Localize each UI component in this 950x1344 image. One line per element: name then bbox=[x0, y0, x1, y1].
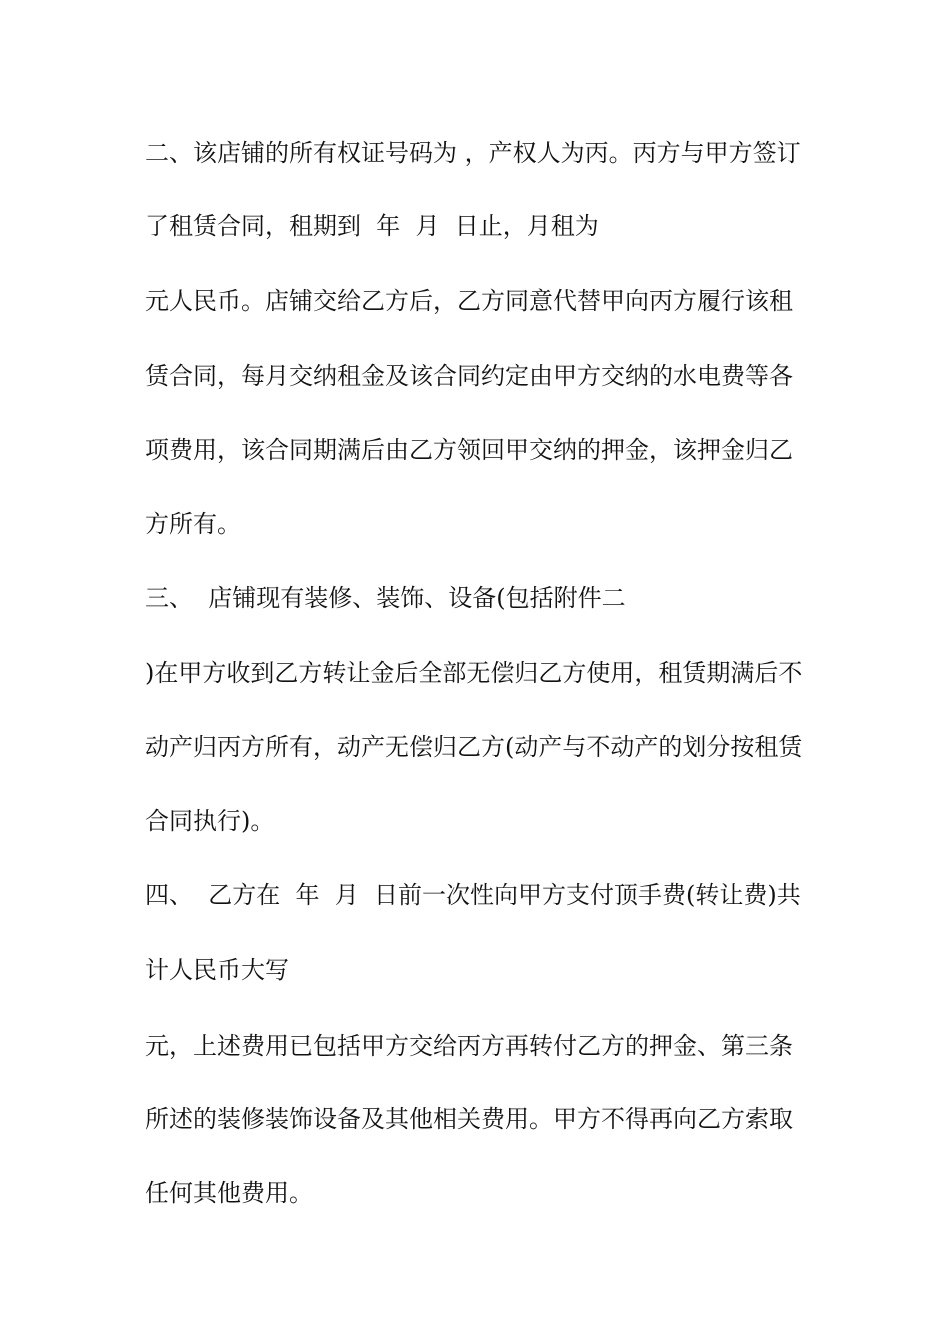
text-line: 四、 乙方在 年 月 日前一次性向甲方支付顶手费(转让费)共 bbox=[145, 881, 801, 909]
text-line: 元人民币。店铺交给乙方后，乙方同意代替甲向丙方履行该租 bbox=[145, 287, 793, 315]
text-line: 计人民币大写 bbox=[145, 956, 289, 984]
text-line: 合同执行)。 bbox=[145, 807, 275, 835]
text-line: 了租赁合同，租期到 年 月 日止，月租为 bbox=[145, 212, 599, 240]
text-line: 项费用，该合同期满后由乙方领回甲交纳的押金，该押金归乙 bbox=[145, 436, 793, 464]
text-line: 二、该店铺的所有权证号码为 ，产权人为丙。丙方与甲方签订 bbox=[145, 139, 801, 167]
text-line: 方所有。 bbox=[145, 510, 241, 538]
text-line: 三、 店铺现有装修、装饰、设备(包括附件二 bbox=[145, 584, 626, 612]
text-line: )在甲方收到乙方转让金后全部无偿归乙方使用，租赁期满后不 bbox=[145, 659, 803, 687]
text-line: 元，上述费用已包括甲方交给丙方再转付乙方的押金、第三条 bbox=[145, 1032, 793, 1060]
text-line: 赁合同，每月交纳租金及该合同约定由甲方交纳的水电费等各 bbox=[145, 362, 793, 390]
text-line: 所述的装修装饰设备及其他相关费用。甲方不得再向乙方索取 bbox=[145, 1105, 793, 1133]
text-line: 动产归丙方所有，动产无偿归乙方(动产与不动产的划分按租赁 bbox=[145, 733, 803, 761]
text-line: 任何其他费用。 bbox=[145, 1179, 313, 1207]
